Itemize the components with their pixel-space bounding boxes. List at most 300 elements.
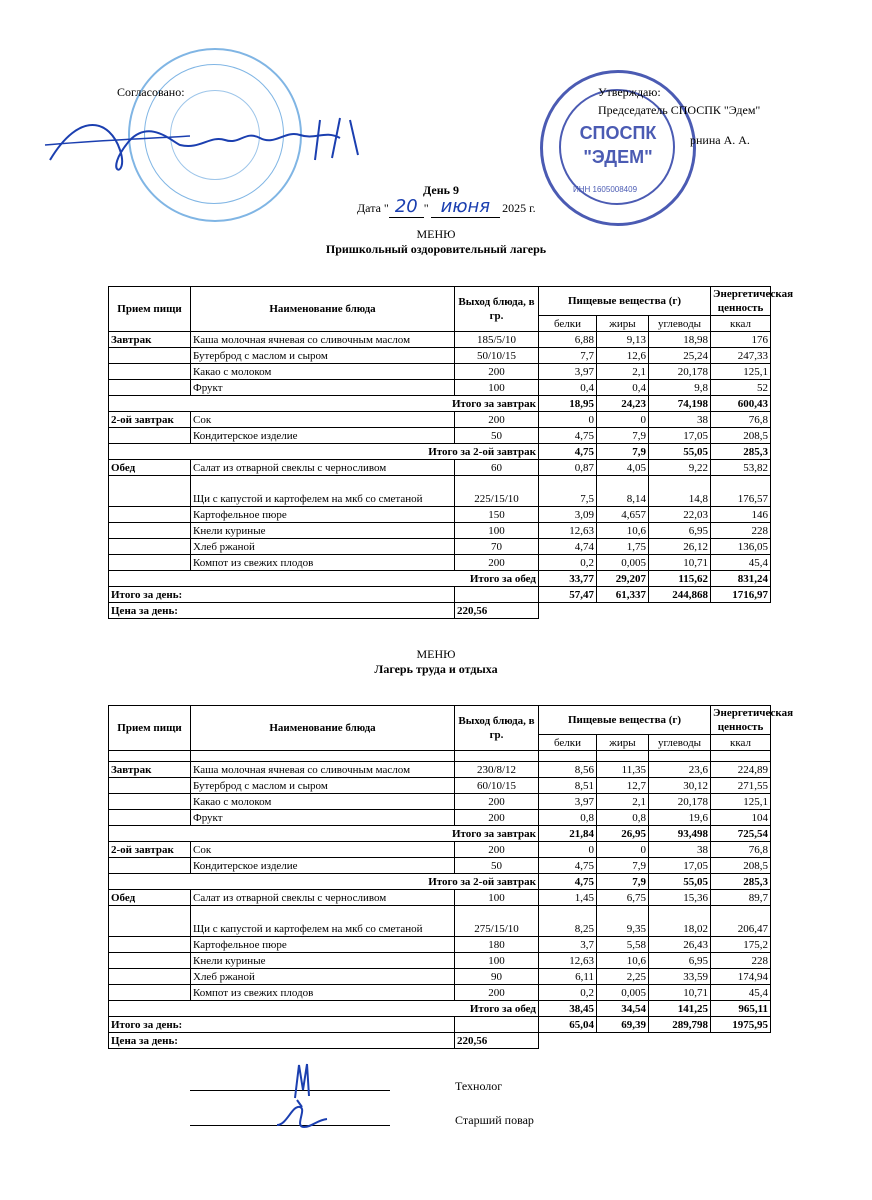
kcal-cell: 1716,97: [711, 587, 771, 603]
kcal-cell: 285,3: [711, 874, 771, 890]
carbs-cell: 22,03: [649, 507, 711, 523]
table-row: [109, 539, 771, 555]
fat-cell: 9,35: [597, 906, 649, 937]
price-label: Цена за день:: [109, 1033, 455, 1049]
protein-cell: 6,11: [539, 969, 597, 985]
table-row: [109, 507, 771, 523]
kcal-cell: 53,82: [711, 460, 771, 476]
chef-label: Старший повар: [455, 1113, 534, 1127]
dish-cell: Щи с капустой и картофелем на мкб со сметаной: [191, 906, 455, 937]
protein-cell: 3,97: [539, 364, 597, 380]
table-row: [109, 858, 771, 874]
subtotal-row: [109, 571, 771, 587]
meal-cell: [109, 523, 191, 539]
date-prefix: Дата ": [357, 201, 389, 215]
empty-cell: [191, 751, 455, 762]
carbs-cell: 33,59: [649, 969, 711, 985]
technologist-signature: [285, 1060, 325, 1100]
carbs-cell: 20,178: [649, 364, 711, 380]
kcal-cell: 285,3: [711, 444, 771, 460]
table-row: [109, 778, 771, 794]
kcal-cell: 52: [711, 380, 771, 396]
yield-cell: 185/5/10: [455, 332, 539, 348]
table-row: [109, 810, 771, 826]
dish-cell: Кнели куриные: [191, 953, 455, 969]
col-header-energy: Энергетическая ценность: [711, 287, 771, 316]
protein-cell: 12,63: [539, 523, 597, 539]
stamp-name-line2: "ЭДЕМ": [583, 147, 653, 167]
spacer-row: [109, 751, 771, 762]
approver-position: Председатель СПОСПК "Эдем": [598, 103, 761, 117]
day-total-label: Итого за день:: [109, 587, 455, 603]
col-header-meal: Прием пищи: [109, 706, 191, 751]
protein-cell: 0: [539, 842, 597, 858]
carbs-cell: 20,178: [649, 794, 711, 810]
col-header-kcal: ккал: [711, 316, 771, 332]
kcal-cell: 125,1: [711, 794, 771, 810]
meal-cell: [109, 364, 191, 380]
carbs-cell: 18,98: [649, 332, 711, 348]
fat-cell: 1,75: [597, 539, 649, 555]
table-row: [109, 890, 771, 906]
yield-cell: 225/15/10: [455, 476, 539, 507]
yield-cell: 100: [455, 890, 539, 906]
protein-cell: 4,75: [539, 444, 597, 460]
carbs-cell: 10,71: [649, 555, 711, 571]
kcal-cell: 104: [711, 810, 771, 826]
protein-cell: 18,95: [539, 396, 597, 412]
fat-cell: 4,05: [597, 460, 649, 476]
price-row: [109, 1033, 771, 1049]
carbs-cell: 9,22: [649, 460, 711, 476]
table-row: [109, 985, 771, 1001]
carbs-cell: 38: [649, 412, 711, 428]
table-row: [109, 364, 771, 380]
fat-cell: 0,005: [597, 555, 649, 571]
protein-cell: 3,7: [539, 937, 597, 953]
protein-cell: 7,5: [539, 476, 597, 507]
dish-cell: Кнели куриные: [191, 523, 455, 539]
yield-cell: 275/15/10: [455, 906, 539, 937]
kcal-cell: 176: [711, 332, 771, 348]
dish-cell: Картофельное пюре: [191, 507, 455, 523]
table-row: [109, 380, 771, 396]
fat-cell: 12,6: [597, 348, 649, 364]
day-total-row: [109, 587, 771, 603]
table-row: [109, 555, 771, 571]
date-line: [357, 196, 536, 217]
menu2-table: [108, 705, 794, 1049]
protein-cell: 38,45: [539, 1001, 597, 1017]
carbs-cell: 10,71: [649, 985, 711, 1001]
table-row: [109, 906, 771, 937]
menu1-title: МЕНЮ: [416, 227, 456, 241]
kcal-cell: 206,47: [711, 906, 771, 937]
meal-cell: [109, 969, 191, 985]
table-row: [109, 794, 771, 810]
protein-cell: 4,75: [539, 858, 597, 874]
date-year: 2025 г.: [502, 201, 536, 215]
price-value: 220,56: [455, 603, 539, 619]
fat-cell: 12,7: [597, 778, 649, 794]
protein-cell: 33,77: [539, 571, 597, 587]
yield-cell: 180: [455, 937, 539, 953]
day-label: День 9: [423, 183, 459, 197]
header-row: [109, 706, 771, 735]
col-header-carbs: углеводы: [649, 316, 711, 332]
fat-cell: 29,207: [597, 571, 649, 587]
protein-cell: 0,8: [539, 810, 597, 826]
chef-signature: [272, 1095, 332, 1135]
meal-cell: [109, 953, 191, 969]
col-header-kcal: ккал: [711, 735, 771, 751]
table-row: [109, 476, 771, 507]
carbs-cell: 18,02: [649, 906, 711, 937]
carbs-cell: 93,498: [649, 826, 711, 842]
table-row: [109, 428, 771, 444]
carbs-cell: 74,198: [649, 396, 711, 412]
subtotal-row: [109, 396, 771, 412]
meal-cell: [109, 794, 191, 810]
protein-cell: 4,74: [539, 539, 597, 555]
date-month: июня: [431, 196, 500, 218]
yield-cell: 200: [455, 794, 539, 810]
protein-cell: 6,88: [539, 332, 597, 348]
fat-cell: 2,1: [597, 794, 649, 810]
yield-cell: 100: [455, 953, 539, 969]
col-header-dish: Наименование блюда: [191, 287, 455, 332]
kcal-cell: 600,43: [711, 396, 771, 412]
carbs-cell: 55,05: [649, 444, 711, 460]
kcal-cell: 224,89: [711, 762, 771, 778]
fat-cell: 11,35: [597, 762, 649, 778]
subtotal-label: Итого за завтрак: [109, 826, 539, 842]
kcal-cell: 271,55: [711, 778, 771, 794]
approve-label: Утверждаю:: [598, 85, 661, 99]
meal-cell: Обед: [109, 890, 191, 906]
fat-cell: 0: [597, 412, 649, 428]
fat-cell: 6,75: [597, 890, 649, 906]
dish-cell: Компот из свежих плодов: [191, 555, 455, 571]
kcal-cell: 208,5: [711, 858, 771, 874]
kcal-cell: 1975,95: [711, 1017, 771, 1033]
kcal-cell: 176,57: [711, 476, 771, 507]
left-signature: [40, 100, 370, 190]
fat-cell: 4,657: [597, 507, 649, 523]
yield-cell: 60/10/15: [455, 778, 539, 794]
protein-cell: 57,47: [539, 587, 597, 603]
table-row: [109, 842, 771, 858]
protein-cell: 4,75: [539, 428, 597, 444]
dish-cell: Картофельное пюре: [191, 937, 455, 953]
protein-cell: 0: [539, 412, 597, 428]
meal-cell: Завтрак: [109, 332, 191, 348]
protein-cell: 8,51: [539, 778, 597, 794]
protein-cell: 0,87: [539, 460, 597, 476]
kcal-cell: 208,5: [711, 428, 771, 444]
empty-cell: [597, 751, 649, 762]
col-header-yield: Выход блюда, в гр.: [455, 706, 539, 751]
yield-cell: 200: [455, 555, 539, 571]
approved-label: Согласовано:: [117, 85, 185, 99]
dish-cell: Хлеб ржаной: [191, 539, 455, 555]
yield-cell: 200: [455, 412, 539, 428]
table-row: [109, 332, 771, 348]
yield-cell: 50: [455, 428, 539, 444]
table-row: [109, 460, 771, 476]
col-header-yield: Выход блюда, в гр.: [455, 287, 539, 332]
kcal-cell: 725,54: [711, 826, 771, 842]
kcal-cell: 89,7: [711, 890, 771, 906]
protein-cell: 7,7: [539, 348, 597, 364]
empty-cell: [455, 587, 539, 603]
col-header-protein: белки: [539, 735, 597, 751]
menu1-subtitle: Пришкольный оздоровительный лагерь: [325, 242, 547, 256]
carbs-cell: 17,05: [649, 858, 711, 874]
fat-cell: 10,6: [597, 523, 649, 539]
protein-cell: 21,84: [539, 826, 597, 842]
protein-cell: 0,2: [539, 555, 597, 571]
protein-cell: 0,2: [539, 985, 597, 1001]
day-total-label: Итого за день:: [109, 1017, 455, 1033]
dish-cell: Салат из отварной свеклы с черносливом: [191, 460, 455, 476]
yield-cell: 200: [455, 810, 539, 826]
yield-cell: 230/8/12: [455, 762, 539, 778]
fat-cell: 10,6: [597, 953, 649, 969]
carbs-cell: 19,6: [649, 810, 711, 826]
col-header-fat: жиры: [597, 316, 649, 332]
carbs-cell: 6,95: [649, 953, 711, 969]
fat-cell: 24,23: [597, 396, 649, 412]
fat-cell: 0: [597, 842, 649, 858]
fat-cell: 7,9: [597, 874, 649, 890]
meal-cell: [109, 555, 191, 571]
carbs-cell: 244,868: [649, 587, 711, 603]
date-mid: ": [423, 201, 429, 215]
carbs-cell: 6,95: [649, 523, 711, 539]
carbs-cell: 26,43: [649, 937, 711, 953]
fat-cell: 5,58: [597, 937, 649, 953]
carbs-cell: 26,12: [649, 539, 711, 555]
dish-cell: Кондитерское изделие: [191, 858, 455, 874]
meal-cell: [109, 539, 191, 555]
fat-cell: 9,13: [597, 332, 649, 348]
kcal-cell: 125,1: [711, 364, 771, 380]
yield-cell: 70: [455, 539, 539, 555]
subtotal-label: Итого за завтрак: [109, 396, 539, 412]
protein-cell: 8,56: [539, 762, 597, 778]
dish-cell: Салат из отварной свеклы с черносливом: [191, 890, 455, 906]
carbs-cell: 141,25: [649, 1001, 711, 1017]
fat-cell: 2,25: [597, 969, 649, 985]
meal-cell: [109, 937, 191, 953]
empty-cell: [649, 751, 711, 762]
col-header-nutrients: Пищевые вещества (г): [539, 706, 711, 735]
subtotal-row: [109, 826, 771, 842]
menu2-subtitle: Лагерь труда и отдыха: [374, 662, 498, 676]
empty-cell: [711, 751, 771, 762]
kcal-cell: 45,4: [711, 555, 771, 571]
fat-cell: 7,9: [597, 858, 649, 874]
protein-cell: 3,97: [539, 794, 597, 810]
day-total-row: [109, 1017, 771, 1033]
table-row: [109, 348, 771, 364]
protein-cell: 8,25: [539, 906, 597, 937]
table-row: [109, 953, 771, 969]
kcal-cell: 136,05: [711, 539, 771, 555]
yield-cell: 50: [455, 858, 539, 874]
dish-cell: Бутерброд с маслом и сыром: [191, 778, 455, 794]
yield-cell: 200: [455, 985, 539, 1001]
meal-cell: Завтрак: [109, 762, 191, 778]
table-row: [109, 412, 771, 428]
subtotal-label: Итого за обед: [109, 1001, 539, 1017]
subtotal-row: [109, 444, 771, 460]
col-header-dish: Наименование блюда: [191, 706, 455, 751]
carbs-cell: 38: [649, 842, 711, 858]
meal-cell: [109, 507, 191, 523]
empty-cell: [109, 751, 191, 762]
dish-cell: Компот из свежих плодов: [191, 985, 455, 1001]
meal-cell: [109, 906, 191, 937]
dish-cell: Кондитерское изделие: [191, 428, 455, 444]
date-day: 20: [389, 196, 424, 218]
carbs-cell: 15,36: [649, 890, 711, 906]
price-label: Цена за день:: [109, 603, 455, 619]
kcal-cell: 76,8: [711, 412, 771, 428]
meal-cell: [109, 476, 191, 507]
col-header-meal: Прием пищи: [109, 287, 191, 332]
kcal-cell: 45,4: [711, 985, 771, 1001]
carbs-cell: 289,798: [649, 1017, 711, 1033]
table-row: [109, 523, 771, 539]
table-row: [109, 762, 771, 778]
fat-cell: 0,005: [597, 985, 649, 1001]
kcal-cell: 175,2: [711, 937, 771, 953]
dish-cell: Фрукт: [191, 810, 455, 826]
fat-cell: 7,9: [597, 444, 649, 460]
fat-cell: 69,39: [597, 1017, 649, 1033]
yield-cell: 60: [455, 460, 539, 476]
yield-cell: 200: [455, 364, 539, 380]
protein-cell: 0,4: [539, 380, 597, 396]
approver-name: рнина А. А.: [690, 133, 750, 147]
subtotal-row: [109, 1001, 771, 1017]
dish-cell: Каша молочная ячневая со сливочным маслом: [191, 762, 455, 778]
meal-cell: [109, 858, 191, 874]
fat-cell: 7,9: [597, 428, 649, 444]
col-header-nutrients: Пищевые вещества (г): [539, 287, 711, 316]
meal-cell: [109, 348, 191, 364]
carbs-cell: 23,6: [649, 762, 711, 778]
fat-cell: 34,54: [597, 1001, 649, 1017]
protein-cell: 3,09: [539, 507, 597, 523]
subtotal-label: Итого за 2-ой завтрак: [109, 444, 539, 460]
dish-cell: Каша молочная ячневая со сливочным маслом: [191, 332, 455, 348]
dish-cell: Сок: [191, 842, 455, 858]
carbs-cell: 30,12: [649, 778, 711, 794]
fat-cell: 26,95: [597, 826, 649, 842]
meal-cell: [109, 810, 191, 826]
dish-cell: Бутерброд с маслом и сыром: [191, 348, 455, 364]
carbs-cell: 25,24: [649, 348, 711, 364]
subtotal-label: Итого за 2-ой завтрак: [109, 874, 539, 890]
col-header-energy: Энергетическая ценность: [711, 706, 771, 735]
technologist-label: Технолог: [455, 1079, 503, 1093]
dish-cell: Хлеб ржаной: [191, 969, 455, 985]
fat-cell: 61,337: [597, 587, 649, 603]
meal-cell: 2-ой завтрак: [109, 842, 191, 858]
carbs-cell: 115,62: [649, 571, 711, 587]
kcal-cell: 146: [711, 507, 771, 523]
kcal-cell: 831,24: [711, 571, 771, 587]
price-row: [109, 603, 771, 619]
kcal-cell: 965,11: [711, 1001, 771, 1017]
kcal-cell: 174,94: [711, 969, 771, 985]
subtotal-row: [109, 874, 771, 890]
dish-cell: Фрукт: [191, 380, 455, 396]
yield-cell: 150: [455, 507, 539, 523]
empty-cell: [455, 751, 539, 762]
yield-cell: 90: [455, 969, 539, 985]
menu1-table: [108, 286, 794, 619]
price-value: 220,56: [455, 1033, 539, 1049]
fat-cell: 2,1: [597, 364, 649, 380]
yield-cell: 50/10/15: [455, 348, 539, 364]
dish-cell: Сок: [191, 412, 455, 428]
subtotal-label: Итого за обед: [109, 571, 539, 587]
fat-cell: 8,14: [597, 476, 649, 507]
dish-cell: Щи с капустой и картофелем на мкб со сметаной: [191, 476, 455, 507]
empty-cell: [455, 1017, 539, 1033]
carbs-cell: 9,8: [649, 380, 711, 396]
protein-cell: 1,45: [539, 890, 597, 906]
yield-cell: 100: [455, 380, 539, 396]
col-header-carbs: углеводы: [649, 735, 711, 751]
fat-cell: 0,4: [597, 380, 649, 396]
stamp-name-line1: СПОСПК: [579, 123, 657, 143]
protein-cell: 12,63: [539, 953, 597, 969]
menu2-title: МЕНЮ: [416, 647, 456, 661]
yield-cell: 200: [455, 842, 539, 858]
meal-cell: Обед: [109, 460, 191, 476]
dish-cell: Какао с молоком: [191, 794, 455, 810]
col-header-protein: белки: [539, 316, 597, 332]
carbs-cell: 55,05: [649, 874, 711, 890]
dish-cell: Какао с молоком: [191, 364, 455, 380]
fat-cell: 0,8: [597, 810, 649, 826]
yield-cell: 100: [455, 523, 539, 539]
kcal-cell: 247,33: [711, 348, 771, 364]
meal-cell: [109, 778, 191, 794]
kcal-cell: 228: [711, 523, 771, 539]
kcal-cell: 76,8: [711, 842, 771, 858]
carbs-cell: 17,05: [649, 428, 711, 444]
col-header-fat: жиры: [597, 735, 649, 751]
protein-cell: 4,75: [539, 874, 597, 890]
meal-cell: [109, 428, 191, 444]
protein-cell: 65,04: [539, 1017, 597, 1033]
kcal-cell: 228: [711, 953, 771, 969]
table-row: [109, 937, 771, 953]
meal-cell: [109, 380, 191, 396]
carbs-cell: 14,8: [649, 476, 711, 507]
meal-cell: [109, 985, 191, 1001]
empty-cell: [539, 751, 597, 762]
stamp-inn: ИНН 1605008409: [573, 185, 638, 194]
meal-cell: 2-ой завтрак: [109, 412, 191, 428]
header-row: [109, 287, 771, 316]
